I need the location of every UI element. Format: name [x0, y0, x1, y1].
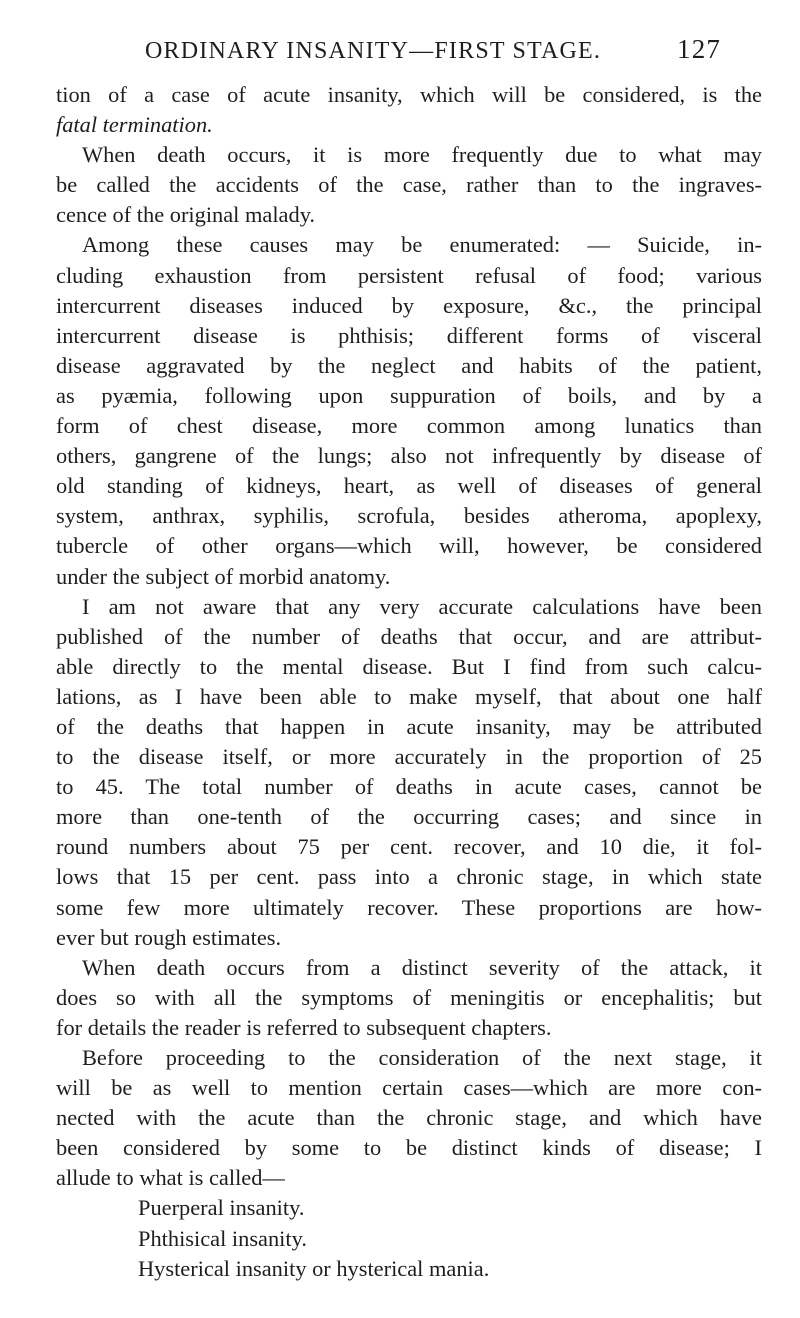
- text-line: old standing of kidneys, heart, as well of diseases of general: [56, 473, 762, 499]
- text-line: nected with the acute than the chronic stage, and which have: [56, 1105, 762, 1131]
- text-line: of the deaths that happen in acute insanity, may be attributed: [56, 713, 762, 739]
- text-line: disease aggravated by the neglect and habits of the patient,: [56, 352, 762, 378]
- paragraph-start: Among these causes may be enumerated: — Suicide, in-: [82, 232, 762, 258]
- paragraph-start: When death occurs from a distinct severity of the attack, it: [82, 954, 762, 980]
- page-header: [0, 30, 800, 70]
- text-line: form of chest disease, more common among lunatics than: [56, 413, 762, 439]
- text-line: be called the accidents of the case, rather than to the ingraves-: [56, 172, 762, 198]
- text-line: round numbers about 75 per cent. recover, and 10 die, it fol-: [56, 834, 762, 860]
- text-line: will be as well to mention certain cases—which are more con-: [56, 1075, 762, 1101]
- text-line: tion of a case of acute insanity, which will be considered, is the: [56, 82, 762, 107]
- text-line: ever but rough estimates.: [56, 924, 282, 950]
- text-line: cluding exhaustion from persistent refusal of food; various: [56, 262, 762, 288]
- body-text: [56, 80, 762, 1284]
- text-line: published of the number of deaths that occur, and are attribut-: [56, 623, 762, 649]
- italic-phrase: fatal termination.: [56, 112, 213, 138]
- text-line: tubercle of other organs—which will, however, be considered: [56, 533, 762, 559]
- text-line: under the subject of morbid anatomy.: [56, 563, 391, 589]
- text-line: intercurrent disease is phthisis; different forms of visceral: [56, 322, 762, 348]
- text-line: [56, 110, 762, 140]
- running-title: ORDINARY INSANITY—FIRST STAGE.: [145, 38, 602, 64]
- text-line: others, gangrene of the lungs; also not infrequently by disease of: [56, 443, 762, 469]
- text-line: able directly to the mental disease. But I find from such calcu-: [56, 653, 762, 679]
- list-item: Puerperal insanity.: [138, 1195, 305, 1221]
- text-line: some few more ultimately recover. These proportions are how-: [56, 894, 762, 920]
- list-item: Phthisical insanity.: [138, 1225, 307, 1251]
- text-line: cence of the original malady.: [56, 202, 316, 228]
- list-item: Hysterical insanity or hysterical mania.: [138, 1255, 490, 1281]
- text-line: lations, as I have been able to make myself, that about one half: [56, 683, 762, 709]
- text-line: to 45. The total number of deaths in acute cases, cannot be: [56, 774, 762, 800]
- text-line: system, anthrax, syphilis, scrofula, besides atheroma, apoplexy,: [56, 503, 762, 529]
- text-line: to the disease itself, or more accurately in the proportion of 25: [56, 744, 762, 770]
- paragraph-start: When death occurs, it is more frequently due to what may: [82, 142, 762, 168]
- text-line: for details the reader is referred to subsequent chapters.: [56, 1014, 552, 1040]
- text-line: intercurrent diseases induced by exposure, &c., the principal: [56, 292, 762, 318]
- text-line: been considered by some to be distinct kinds of disease; I: [56, 1135, 762, 1161]
- page-number: 127: [677, 34, 722, 64]
- paragraph-start: I am not aware that any very accurate calculations have been: [82, 593, 762, 619]
- text-line: as pyæmia, following upon suppuration of boils, and by a: [56, 382, 762, 408]
- text-line: more than one-tenth of the occurring cases; and since in: [56, 804, 762, 830]
- text-line: allude to what is called—: [56, 1165, 285, 1191]
- text-line: does so with all the symptoms of meningitis or encephalitis; but: [56, 984, 762, 1010]
- text-line: lows that 15 per cent. pass into a chronic stage, in which state: [56, 864, 762, 890]
- paragraph-start: Before proceeding to the consideration of the next stage, it: [82, 1045, 762, 1070]
